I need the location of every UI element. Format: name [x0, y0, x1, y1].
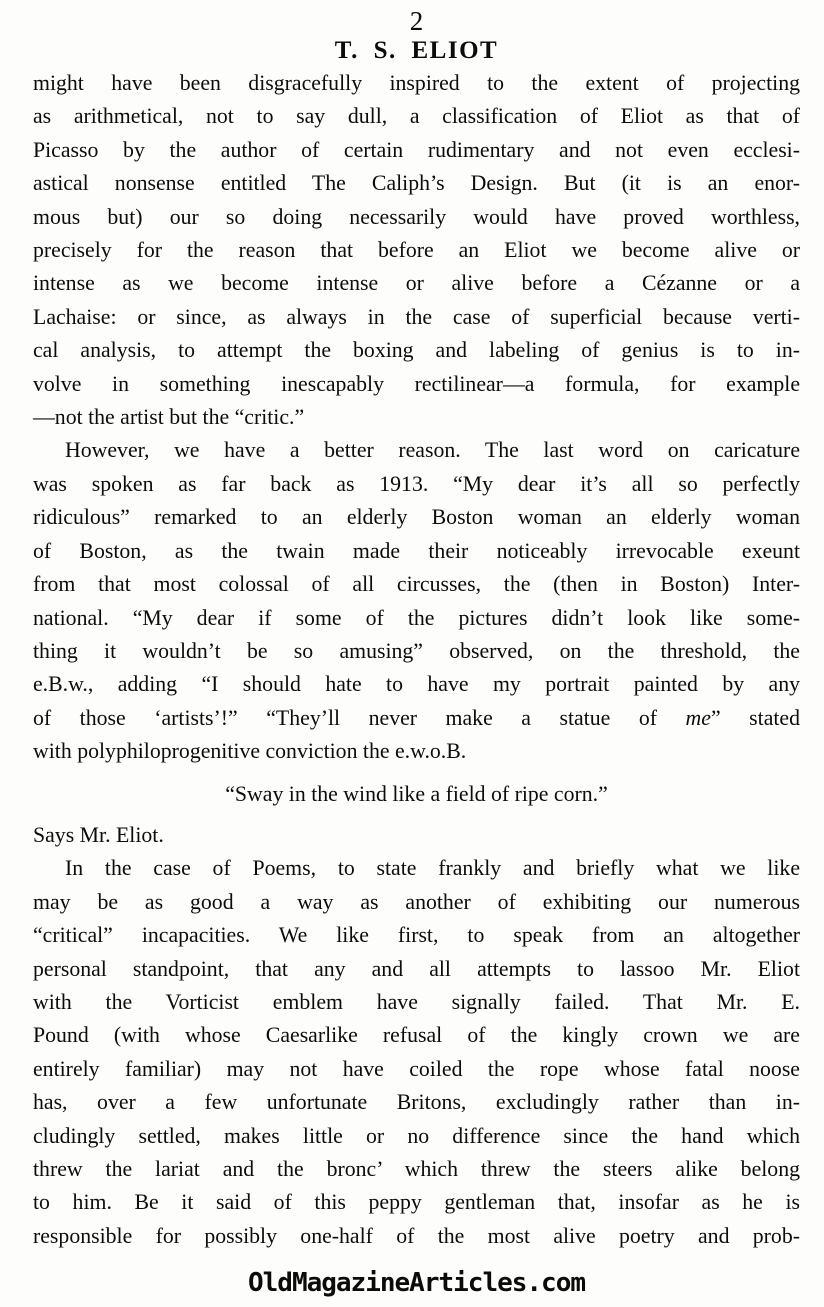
text-line: threw the lariat and the bronc’ which threw the steers alike belong — [33, 1157, 800, 1181]
text-line: with polyphiloprogenitive conviction the e.w.o.B. — [33, 739, 467, 764]
text-line: from that most colossal of all circusses, the (then in Boston) Inter- — [33, 572, 800, 597]
text-line: “Sway in the wind like a field of ripe corn.” — [225, 781, 608, 806]
text-line: personal standpoint, that any and all attempts to lassoo Mr. Eliot — [33, 956, 800, 981]
poem-quote — [33, 778, 800, 811]
text-line: precisely for the reason that before an Eliot we become alive or — [33, 238, 800, 263]
text-line: However, we have a better reason. The last word on caricature — [65, 438, 800, 463]
text-line: ridiculous” remarked to an elderly Boston woman an elderly woman — [33, 505, 800, 530]
page-number: 2 — [409, 6, 424, 36]
text-line: Lachaise: or since, as always in the case of superficial because verti- — [33, 304, 800, 329]
text-line: astical nonsense entitled The Caliph’s Design. But (it is an enor- — [33, 171, 800, 196]
text-line: of those ‘artists’!” “They’ll never make a statue of me” stated — [33, 705, 800, 730]
text-line: intense as we become intense or alive before a Cézanne or a — [33, 271, 800, 296]
text-line: Picasso by the author of certain rudimentary and not even ecclesi- — [33, 137, 800, 162]
text-line: Says Mr. Eliot. — [33, 822, 164, 847]
text-line: of Boston, as the twain made their noticeably irrevocable exeunt — [33, 538, 800, 563]
text-line: cal analysis, to attempt the boxing and labeling of genius is to in- — [33, 338, 800, 363]
text-line: as arithmetical, not to say dull, a classification of Eliot as that of — [33, 104, 800, 129]
paragraph — [33, 434, 800, 768]
text-line: e.B.w., adding “I should hate to have my portrait painted by any — [33, 672, 800, 697]
text-line: Pound (with whose Caesarlike refusal of the kingly crown we are — [33, 1023, 800, 1048]
text-line: national. “My dear if some of the pictures didn’t look like some- — [33, 605, 800, 630]
text-line: was spoken as far back as 1913. “My dear it’s all so perfectly — [33, 471, 800, 496]
paragraph — [33, 852, 800, 1253]
quote-attribution — [33, 819, 800, 852]
article-title: T. S. ELIOT — [334, 37, 499, 64]
paragraph — [33, 67, 800, 434]
article-body — [33, 67, 800, 1253]
text-line: might have been disgracefully inspired to the extent of projecting — [33, 71, 800, 95]
text-line: —not the artist but the “critic.” — [33, 405, 305, 430]
text-line: may be as good a way as another of exhibiting our numerous — [33, 889, 800, 914]
text-line: has, over a few unfortunate Britons, excludingly rather than in- — [33, 1090, 800, 1115]
text-line: entirely familiar) may not have coiled the rope whose fatal noose — [33, 1056, 800, 1081]
text-line: to him. Be it said of this peppy gentleman that, insofar as he is — [33, 1190, 800, 1215]
text-line: mous but) our so doing necessarily would have proved worthless, — [33, 204, 800, 229]
text-line: “critical” incapacities. We like first, to speak from an altogether — [33, 923, 800, 948]
text-line: responsible for possibly one-half of the most alive poetry and prob- — [33, 1223, 800, 1248]
text-line: In the case of Poems, to state frankly and briefly what we like — [65, 856, 800, 881]
text-line: volve in something inescapably rectilinear—a formula, for example — [33, 371, 800, 396]
footer-watermark: OldMagazineArticles.com — [247, 1268, 586, 1299]
text-line: thing it wouldn’t be so amusing” observed, on the threshold, the — [33, 638, 800, 663]
text-line: with the Vorticist emblem have signally failed. That Mr. E. — [33, 989, 800, 1014]
text-line: cludingly settled, makes little or no difference since the hand which — [33, 1123, 800, 1148]
